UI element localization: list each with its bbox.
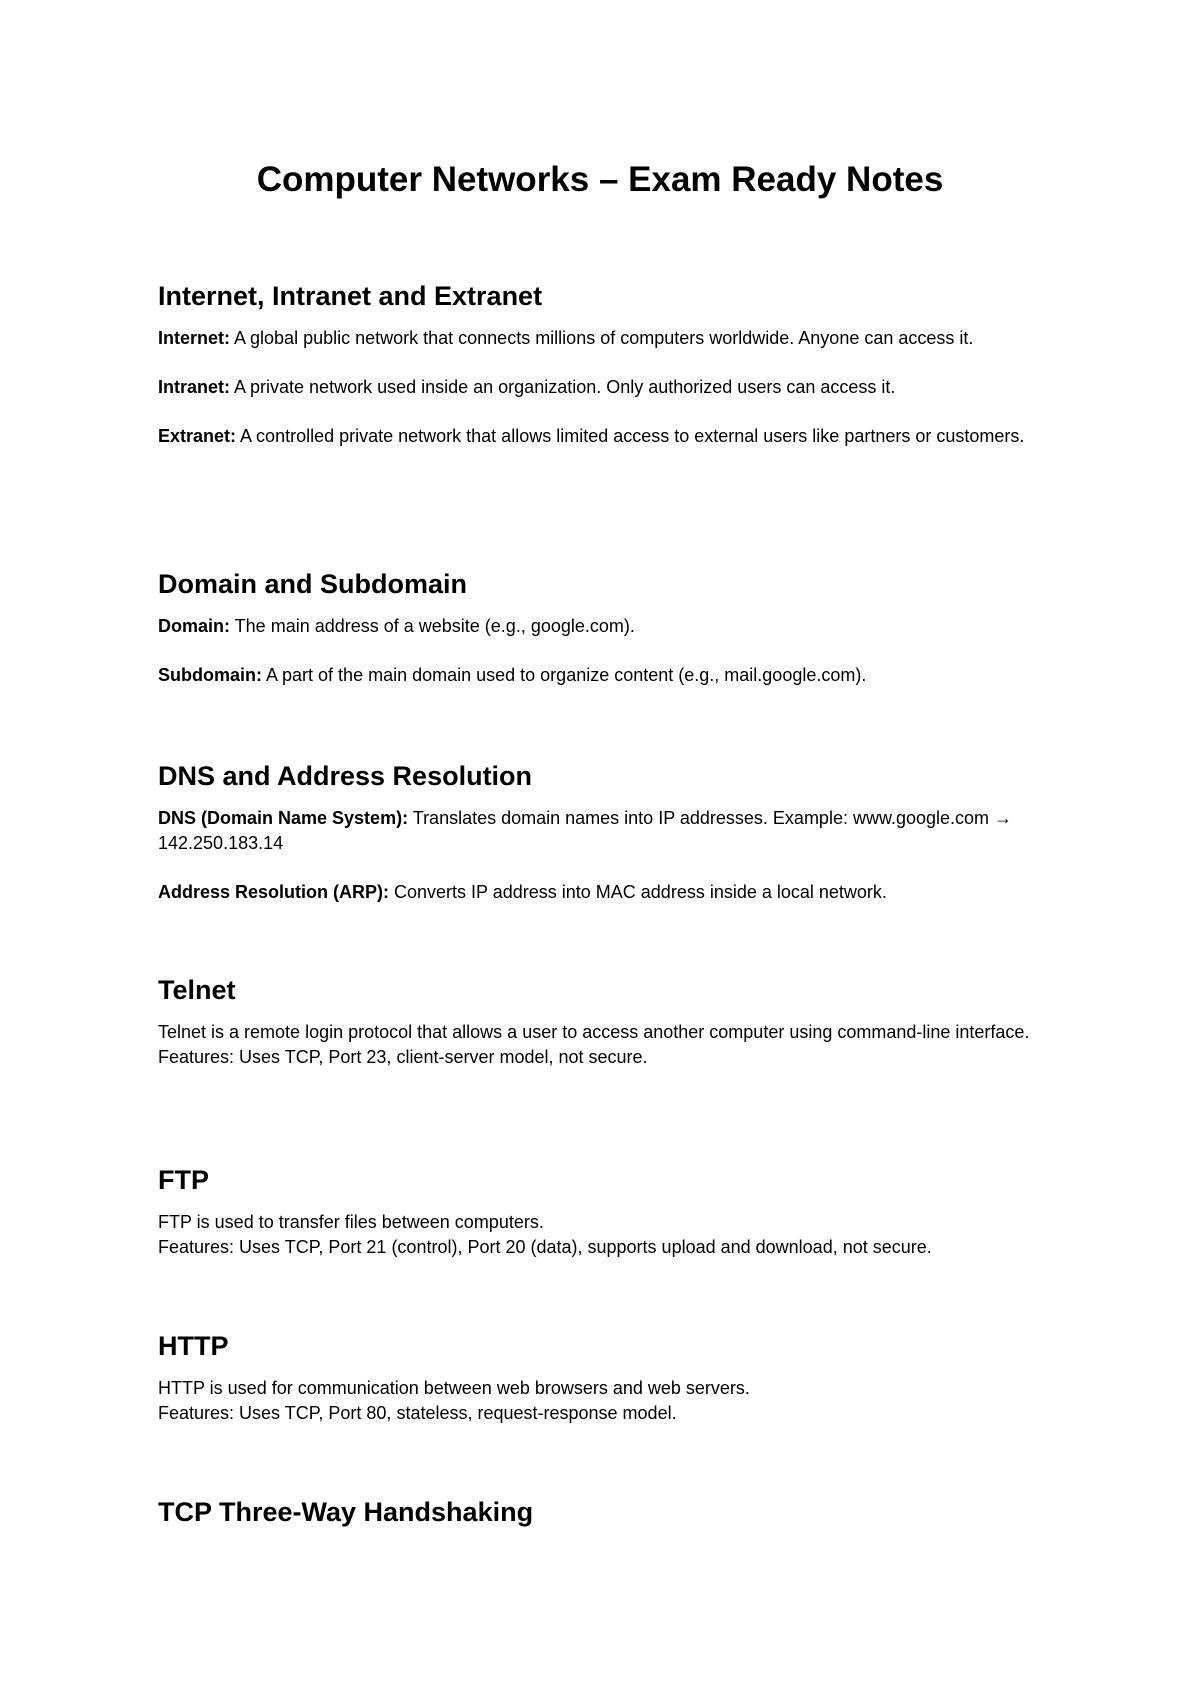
section-heading-http: HTTP	[158, 1331, 229, 1361]
text-subdomain: A part of the main domain used to organize content (e.g., mail.google.com).	[262, 665, 867, 685]
section-domain	[158, 566, 1058, 712]
text-arp: Converts IP address into MAC address inside a local network.	[389, 882, 887, 902]
ftp-features: Features: Uses TCP, Port 21 (control), Port 20 (data), supports upload and download, not secure.	[158, 1237, 932, 1257]
telnet-description: Telnet is a remote login protocol that allows a user to access another computer using command-line interface.	[158, 1022, 1030, 1042]
ftp-description: FTP is used to transfer files between computers.	[158, 1212, 544, 1232]
section-heading-dns: DNS and Address Resolution	[158, 761, 533, 791]
definition-extranet	[158, 424, 1058, 449]
section-heading-networks: Internet, Intranet and Extranet	[158, 281, 543, 311]
term-internet: Internet:	[158, 328, 230, 348]
document-title: Computer Networks – Exam Ready Notes	[256, 160, 944, 199]
term-intranet: Intranet:	[158, 377, 230, 397]
definition-intranet	[158, 375, 1058, 400]
section-networks	[158, 278, 1058, 473]
term-subdomain: Subdomain:	[158, 665, 262, 685]
text-domain: The main address of a website (e.g., google.com).	[230, 616, 635, 636]
section-ftp	[158, 1162, 1058, 1260]
section-telnet	[158, 972, 1058, 1070]
definition-internet	[158, 326, 1058, 351]
text-intranet: A private network used inside an organization. Only authorized users can access it.	[230, 377, 896, 397]
section-heading-tcp: TCP Three-Way Handshaking	[158, 1497, 534, 1527]
section-heading-telnet: Telnet	[158, 975, 236, 1005]
term-dns: DNS (Domain Name System):	[158, 808, 409, 828]
section-heading-domain: Domain and Subdomain	[158, 569, 468, 599]
text-extranet: A controlled private network that allows limited access to external users like partners or customers.	[236, 426, 1025, 446]
term-arp: Address Resolution (ARP):	[158, 882, 390, 902]
text-internet: A global public network that connects millions of computers worldwide. Anyone can access it.	[230, 328, 974, 348]
term-extranet: Extranet:	[158, 426, 237, 446]
definition-dns	[158, 806, 1058, 856]
text-dns: Translates domain names into IP addresses. Example: www.google.com → 142.250.183.14	[158, 808, 1013, 853]
term-domain: Domain:	[158, 616, 230, 636]
definition-arp	[158, 880, 1058, 905]
section-http	[158, 1328, 1058, 1426]
section-dns	[158, 758, 1058, 929]
definition-subdomain	[158, 663, 1058, 688]
http-description: HTTP is used for communication between web browsers and web servers.	[158, 1378, 750, 1398]
http-features: Features: Uses TCP, Port 80, stateless, request-response model.	[158, 1403, 677, 1423]
definition-domain	[158, 614, 1058, 639]
section-tcp	[158, 1494, 1058, 1542]
telnet-features: Features: Uses TCP, Port 23, client-server model, not secure.	[158, 1047, 648, 1067]
section-heading-ftp: FTP	[158, 1165, 209, 1195]
